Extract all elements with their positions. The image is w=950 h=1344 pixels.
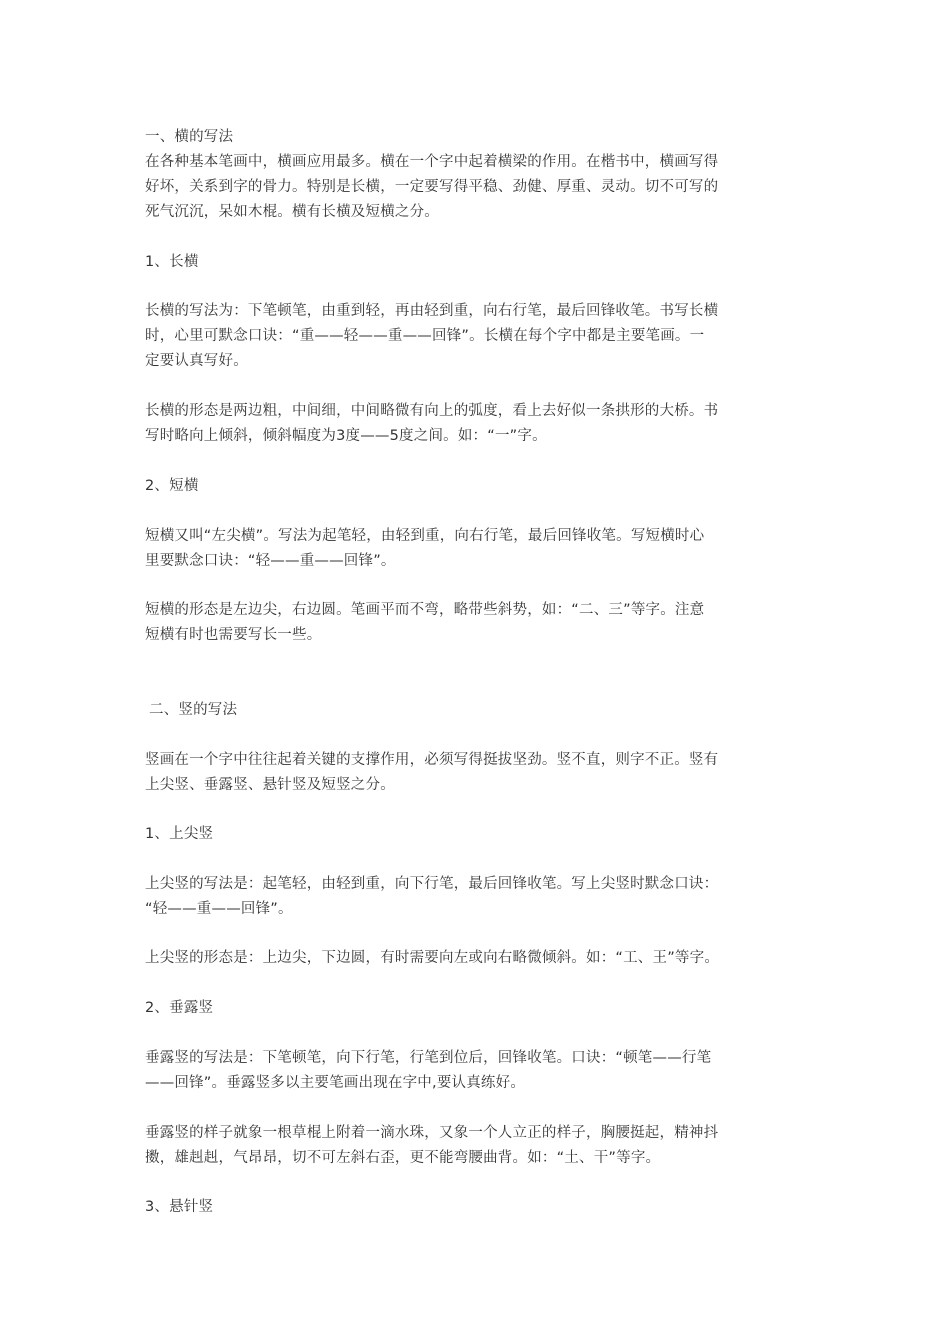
section2-intro-line-2: 上尖竖、垂露竖、悬针竖及短竖之分。 (145, 777, 395, 793)
dew-vertical-heading: 2、垂露竖 (145, 1000, 214, 1016)
pointed-vertical-shape-line-1: 上尖竖的形态是：上边尖，下边圆，有时需要向左或向右略微倾斜。如：“工、王”等字。 (145, 950, 720, 966)
dew-vertical-shape-line-1: 垂露竖的样子就象一根草棍上附着一滴水珠，又象一个人立正的样子，胸腰挺起，精神抖 (145, 1125, 719, 1141)
section1-intro-line-3: 死气沉沉，呆如木棍。横有长横及短横之分。 (145, 204, 439, 220)
section1-intro-line-1: 在各种基本笔画中，横画应用最多。横在一个字中起着横梁的作用。在楷书中，横画写得 (145, 154, 719, 170)
long-stroke-method-line-3: 定要认真写好。 (145, 353, 248, 369)
long-stroke-method-line-1: 长横的写法为：下笔顿笔，由重到轻，再由轻到重，向右行笔，最后回锋收笔。书写长横 (145, 303, 719, 319)
pointed-vertical-method-line-1: 上尖竖的写法是：起笔轻，由轻到重，向下行笔，最后回锋收笔。写上尖竖时默念口诀： (145, 876, 719, 892)
section1-title: 一、横的写法 (145, 129, 234, 145)
dew-vertical-shape-line-2: 擞，雄赳赳，气昂昂，切不可左斜右歪，更不能弯腰曲背。如：“土、干”等字。 (145, 1150, 661, 1166)
short-stroke-method-line-2: 里要默念口诀：“轻——重——回锋”。 (145, 553, 396, 569)
section1-intro-line-2: 好坏，关系到字的骨力。特别是长横，一定要写得平稳、劲健、厚重、灵动。切不可写的 (145, 179, 719, 195)
short-stroke-shape-line-1: 短横的形态是左边尖，右边圆。笔画平而不弯，略带些斜势，如：“二、三”等字。注意 (145, 602, 705, 618)
long-stroke-shape-line-1: 长横的形态是两边粗，中间细，中间略微有向上的弧度，看上去好似一条拱形的大桥。书 (145, 403, 719, 419)
pointed-vertical-method-line-2: “轻——重——回锋”。 (145, 901, 293, 917)
needle-vertical-heading: 3、悬针竖 (145, 1199, 214, 1215)
short-stroke-shape-line-2: 短横有时也需要写长一些。 (145, 627, 322, 643)
dew-vertical-method-line-2: ——回锋”。垂露竖多以主要笔画出现在字中,要认真练好。 (145, 1075, 526, 1091)
pointed-vertical-heading: 1、上尖竖 (145, 826, 214, 842)
short-stroke-method-line-1: 短横又叫“左尖横”。写法为起笔轻，由轻到重，向右行笔，最后回锋收笔。写短横时心 (145, 528, 705, 544)
long-stroke-method-line-2: 时，心里可默念口诀：“重——轻——重——回锋”。长横在每个字中都是主要笔画。一 (145, 328, 705, 344)
section2-intro-line-1: 竖画在一个字中往往起着关键的支撑作用，必须写得挺拔坚劲。竖不直，则字不正。竖有 (145, 752, 719, 768)
dew-vertical-method-line-1: 垂露竖的写法是：下笔顿笔，向下行笔，行笔到位后，回锋收笔。口诀：“顿笔——行笔 (145, 1050, 712, 1066)
short-stroke-heading: 2、短横 (145, 478, 199, 494)
long-stroke-heading: 1、长横 (145, 254, 199, 270)
section2-title: 二、竖的写法 (149, 702, 238, 718)
long-stroke-shape-line-2: 写时略向上倾斜，倾斜幅度为3度——5度之间。如：“一”字。 (145, 428, 547, 444)
